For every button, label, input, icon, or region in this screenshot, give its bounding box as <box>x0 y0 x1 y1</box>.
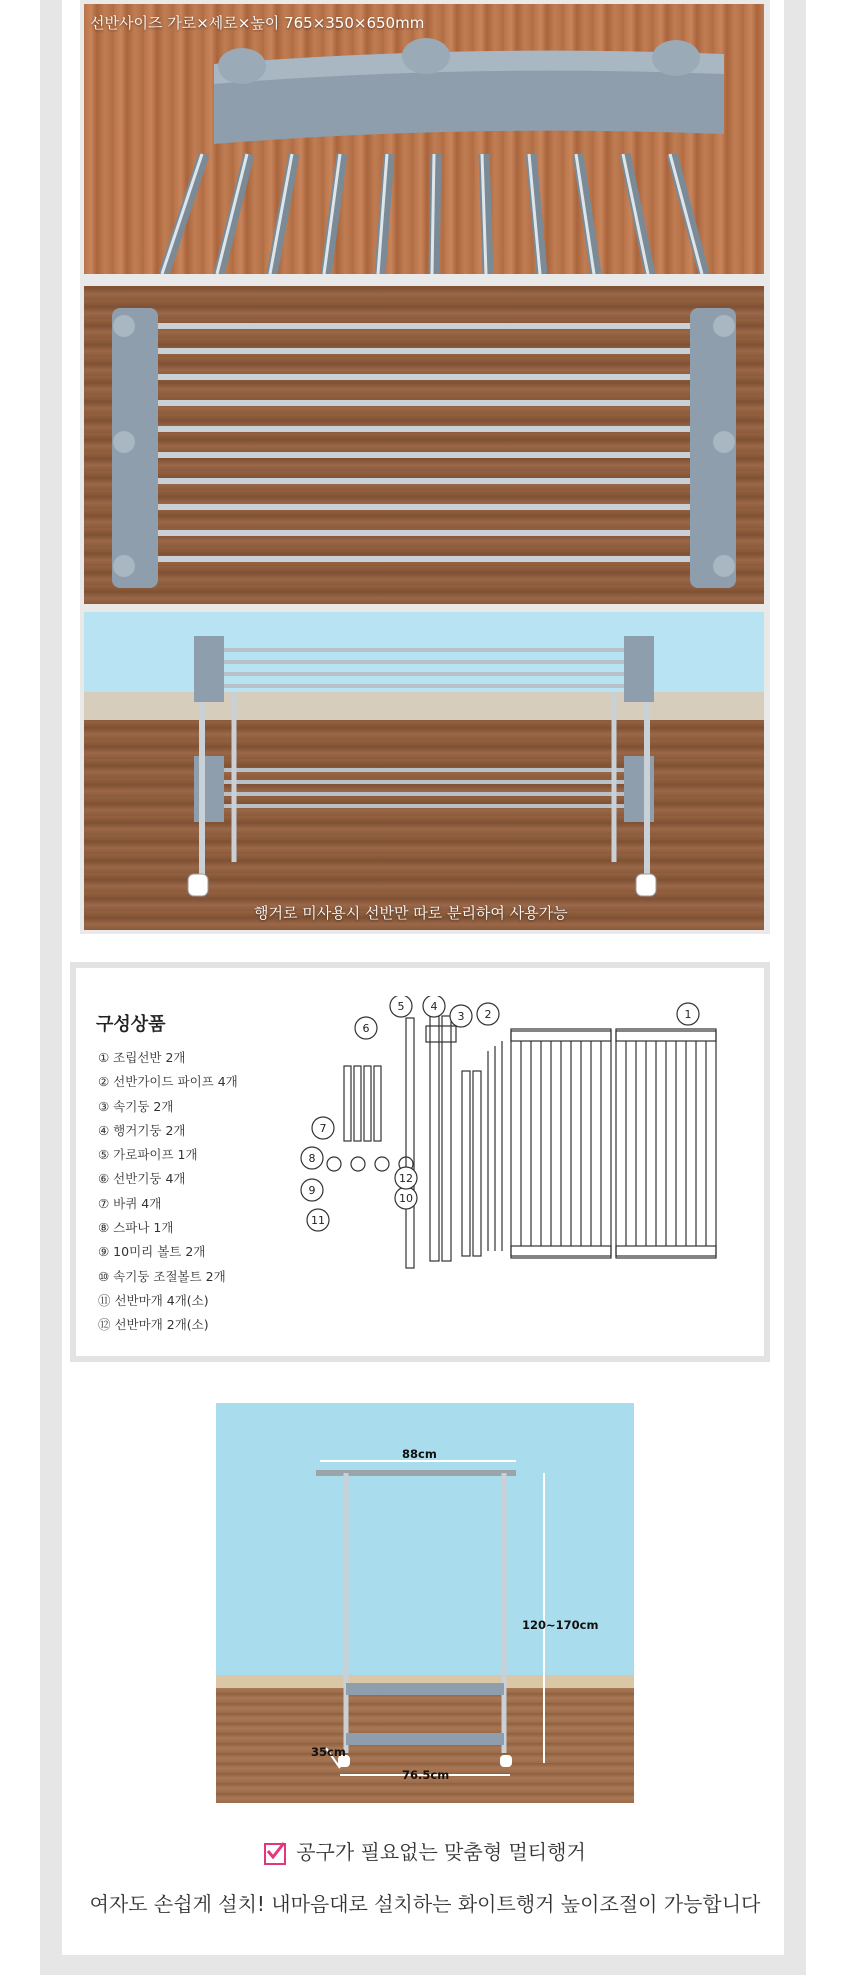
component-item: ③ 속기둥 2개 <box>98 1098 174 1114</box>
component-item: ⑫ 선반마개 2개(소) <box>98 1317 209 1333</box>
component-item: ④ 행거기둥 2개 <box>98 1122 186 1138</box>
component-item: ⑩ 속기둥 조절볼트 2개 <box>98 1268 226 1284</box>
hanger-rack-illustration <box>216 1403 634 1803</box>
shelf-width-dimension: 76.5cm <box>402 1768 450 1782</box>
component-item: ② 선반가이드 파이프 4개 <box>98 1074 238 1090</box>
component-item: ① 조립선반 2개 <box>98 1050 186 1065</box>
callout-2: 2 <box>484 1008 492 1021</box>
callout-8: 8 <box>308 1152 316 1165</box>
shelf-closeup-illustration <box>84 4 764 274</box>
components-title: 구성상품 <box>96 1014 166 1035</box>
component-item: ⑪ 선반마개 4개(소) <box>98 1292 209 1308</box>
shelf-unit-illustration <box>84 612 764 930</box>
shelf-top-illustration <box>84 286 764 604</box>
shelf-closeup-photo <box>84 4 764 274</box>
check-icon <box>264 1843 286 1865</box>
depth-dimension: 35cm <box>311 1745 346 1759</box>
caption-line-1-text: 공구가 필요없는 맞춤형 멀티행거 <box>296 1840 586 1864</box>
hanger-rack-photo <box>216 1403 634 1803</box>
callout-9: 9 <box>308 1184 316 1197</box>
callout-4: 4 <box>430 1000 438 1013</box>
component-item: ⑤ 가로파이프 1개 <box>98 1147 198 1163</box>
components-panel <box>70 962 770 1362</box>
component-item: ⑨ 10미리 볼트 2개 <box>98 1244 206 1260</box>
components-list <box>98 1046 238 1338</box>
separate-use-text: 행거로 미사용시 선반만 따로 분리하여 사용가능 <box>254 904 568 922</box>
callout-5: 5 <box>397 1000 405 1013</box>
shelf-top-photo <box>84 286 764 604</box>
callout-1: 1 <box>684 1008 692 1021</box>
parts-diagram <box>266 996 766 1326</box>
callout-7: 7 <box>319 1122 327 1135</box>
width-dimension: 88cm <box>402 1447 437 1461</box>
callout-3: 3 <box>457 1010 465 1023</box>
callout-12: 12 <box>399 1172 413 1185</box>
caption-line-2: 여자도 손쉽게 설치! 내마음대로 설치하는 화이트행거 높이조절이 가능합니다 <box>89 1892 761 1916</box>
height-dimension: 120~170cm <box>522 1618 599 1632</box>
component-item: ⑧ 스파나 1개 <box>98 1220 174 1236</box>
caption-line-1 <box>0 1836 850 1865</box>
callout-10: 10 <box>399 1192 413 1205</box>
callout-6: 6 <box>362 1022 370 1035</box>
callout-11: 11 <box>311 1214 325 1227</box>
shelf-size-text: 선반사이즈 가로×세로×높이 765×350×650mm <box>90 14 425 32</box>
shelf-unit-photo <box>84 612 764 930</box>
component-item: ⑥ 선반기둥 4개 <box>98 1171 186 1187</box>
component-item: ⑦ 바퀴 4개 <box>98 1195 162 1211</box>
